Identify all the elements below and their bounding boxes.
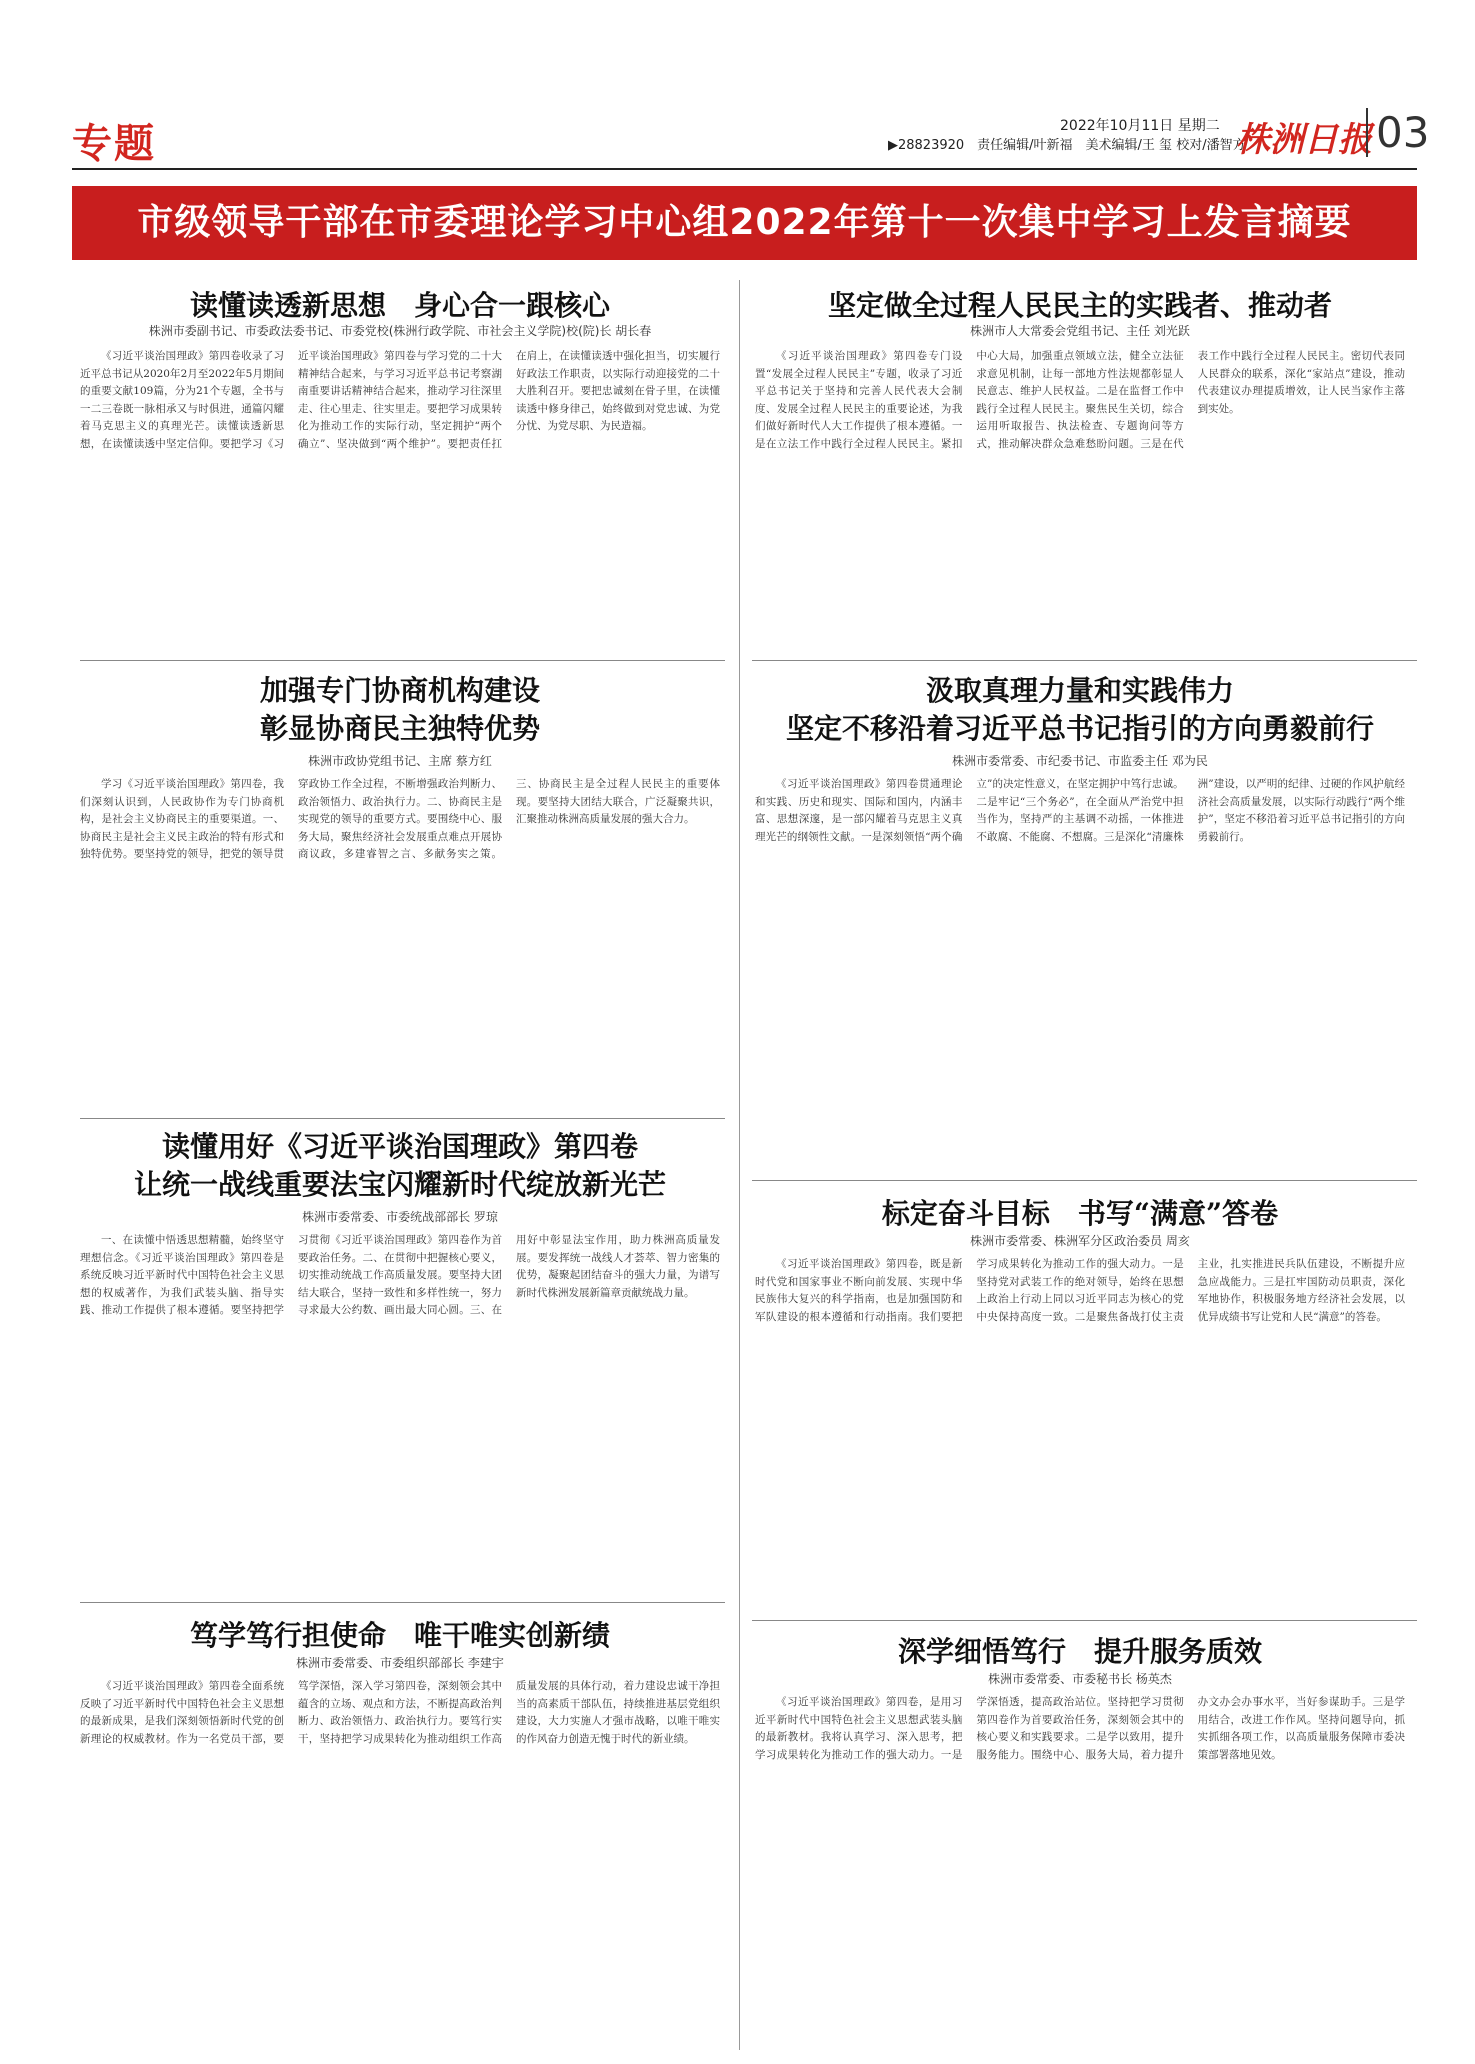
article-text: 《习近平谈治国理政》第四卷专门设置“发展全过程人民民主”专题，收录了习近平总书记关于坚持和完善人民代表大会制度、发展全过程人民民主的重要论述，为我们做好新时代人大工作提供了根本遵循。一是在立法工作中践行全过程人民民主。紧扣中心大局，加强重点领域立法，健全立法征求意见机制，让每一部地方性法规都彰显人民意志、维护人民权益。二是在监督工作中践行全过程人民民主。聚焦民生关切，综合运用听取报告、执法检查、专题询问等方式，推动解决群众急难愁盼问题。三是在代表工作中践行全过程人民民主。密切代表同人民群众的联系，深化“家站点”建设，推动代表建议办理提质增效，让人民当家作主落到实处。 [755, 350, 1405, 450]
article-body [755, 776, 1405, 1176]
article-byline: 株洲市人大常委会党组书记、主任 刘光跃 [970, 324, 1190, 338]
article-byline: 株洲市委常委、市委秘书长 杨英杰 [988, 1672, 1172, 1686]
article-divider [80, 1602, 725, 1603]
article-divider [80, 660, 725, 661]
article-byline: 株洲市委常委、市委组织部部长 李建宇 [296, 1656, 504, 1670]
article-byline: 株洲市委常委、市委统战部部长 罗琼 [302, 1210, 498, 1224]
article-body [755, 1256, 1405, 1611]
column-divider [739, 280, 740, 2050]
article-body [755, 1694, 1405, 2049]
article-body [80, 348, 720, 648]
article-byline: 株洲市委副书记、市委政法委书记、市委党校(株洲行政学院、市社会主义学院)校(院)长 胡长春 [148, 324, 652, 338]
article-text: 《习近平谈治国理政》第四卷全面系统反映了习近平新时代中国特色社会主义思想的最新成果，是我们深刻领悟新时代党的创新理论的权威教材。作为一名党员干部，要笃学深悟，深入学习第四卷，深刻领会其中蕴含的立场、观点和方法，不断提高政治判断力、政治领悟力、政治执行力。要笃行实干，坚持把学习成果转化为推动组织工作高质量发展的具体行动，着力建设忠诚干净担当的高素质干部队伍，持续推进基层党组织建设，大力实施人才强市战略，以唯干唯实的作风奋力创造无愧于时代的新业绩。 [80, 1680, 720, 1745]
article-text: 一、在读懂中悟透思想精髓，始终坚守理想信念。《习近平谈治国理政》第四卷是系统反映习近平新时代中国特色社会主义思想的权威著作，为我们武装头脑、指导实践、推动工作提供了根本遵循。要坚持把学习贯彻《习近平谈治国理政》第四卷作为首要政治任务。二、在贯彻中把握核心要义，切实推动统战工作高质量发展。要坚持大团结大联合，坚持一致性和多样性统一，努力寻求最大公约数、画出最大同心圆。三、在用好中彰显法宝作用，助力株洲高质量发展。要发挥统一战线人才荟萃、智力密集的优势，凝聚起团结奋斗的强大力量，为谱写新时代株洲发展新篇章贡献统战力量。 [80, 1234, 720, 1317]
article-body [80, 776, 720, 1106]
banner-headline: 市级领导干部在市委理论学习中心组2022年第十一次集中学习上发言摘要 [72, 186, 1417, 260]
article-text: 《习近平谈治国理政》第四卷收录了习近平总书记从2020年2月至2022年5月期间的重要文献109篇，分为21个专题，全书与一二三卷既一脉相承又与时俱进，通篇闪耀着马克思主义的真理光芒。读懂读透新思想，在读懂读透中坚定信仰。要把学习《习近平谈治国理政》第四卷与学习党的二十大精神结合起来，与学习习近平总书记考察湖南重要讲话精神结合起来，推动学习往深里走、往心里走、往实里走。要把学习成果转化为推动工作的实际行动，坚定拥护“两个确立”、坚决做到“两个维护”。要把责任扛在肩上，在读懂读透中强化担当，切实履行好政法工作职责，以实际行动迎接党的二十大胜利召开。要把忠诚刻在骨子里，在读懂读透中修身律己，始终做到对党忠诚、为党分忧、为党尽职、为民造福。 [80, 350, 720, 450]
page-number: 03 [1366, 108, 1429, 157]
article-divider [80, 1118, 725, 1119]
header-rule [72, 168, 1417, 170]
article-divider [752, 660, 1417, 661]
article-text: 《习近平谈治国理政》第四卷贯通理论和实践、历史和现实、国际和国内，内涵丰富、思想深邃，是一部闪耀着马克思主义真理光芒的纲领性文献。一是深刻领悟“两个确立”的决定性意义，在坚定拥护中笃行忠诚。二是牢记“三个务必”，在全面从严治党中担当作为，坚持严的主基调不动摇，一体推进不敢腐、不能腐、不想腐。三是深化“清廉株洲”建设，以严明的纪律、过硬的作风护航经济社会高质量发展，以实际行动践行“两个维护”，坚定不移沿着习近平总书记指引的方向勇毅前行。 [755, 778, 1405, 843]
article-title: 深学细悟笃行 提升服务质效 [897, 1635, 1262, 1668]
article-title: 读懂用好《习近平谈治国理政》第四卷 让统一战线重要法宝闪耀新时代绽放新光芒 [133, 1130, 666, 1201]
editor-line: ▶28823920 责任编辑/叶新福 美术编辑/王 玺 校对/潘智方 [888, 138, 1246, 153]
section-label: 专题 [72, 121, 156, 167]
article-divider [752, 1180, 1417, 1181]
article-title: 加强专门协商机构建设 彰显协商民主独特优势 [259, 674, 540, 745]
newspaper-logo: 株洲日报 [1236, 120, 1372, 160]
article-title: 标定奋斗目标 书写“满意”答卷 [881, 1197, 1279, 1230]
article-byline: 株洲市委常委、株洲军分区政治委员 周亥 [970, 1234, 1190, 1248]
article-title: 笃学笃行担使命 唯干唯实创新绩 [189, 1619, 610, 1652]
article-byline: 株洲市委常委、市纪委书记、市监委主任 邓为民 [952, 754, 1208, 768]
article-text: 《习近平谈治国理政》第四卷，是用习近平新时代中国特色社会主义思想武装头脑的最新教材。我将认真学习、深入思考，把学习成果转化为推动工作的强大动力。一是学深悟透，提高政治站位。坚持把学习贯彻第四卷作为首要政治任务，深刻领会其中的核心要义和实践要求。二是学以致用，提升服务能力。围绕中心、服务大局，着力提升办文办会办事水平，当好参谋助手。三是学用结合，改进工作作风。坚持问题导向，抓实抓细各项工作，以高质量服务保障市委决策部署落地见效。 [755, 1696, 1405, 1761]
article-title: 坚定做全过程人民民主的实践者、推动者 [827, 289, 1332, 322]
article-title: 读懂读透新思想 身心合一跟核心 [189, 289, 610, 322]
article-divider [752, 1620, 1417, 1621]
issue-date: 2022年10月11日 星期二 [1060, 118, 1220, 134]
article-title: 汲取真理力量和实践伟力 坚定不移沿着习近平总书记指引的方向勇毅前行 [785, 674, 1374, 745]
article-text: 《习近平谈治国理政》第四卷，既是新时代党和国家事业不断向前发展、实现中华民族伟大复兴的科学指南，也是加强国防和军队建设的根本遵循和行动指南。我们要把学习成果转化为推动工作的强大动力。一是坚持党对武装工作的绝对领导，始终在思想上政治上行动上同以习近平同志为核心的党中央保持高度一致。二是聚焦备战打仗主责主业，扎实推进民兵队伍建设，不断提升应急应战能力。三是扛牢国防动员职责，深化军地协作，积极服务地方经济社会发展，以优异成绩书写让党和人民“满意”的答卷。 [755, 1258, 1405, 1323]
article-body [80, 1678, 720, 2048]
article-body [80, 1232, 720, 1592]
article-body [755, 348, 1405, 648]
article-byline: 株洲市政协党组书记、主席 蔡方红 [308, 754, 492, 768]
article-text: 学习《习近平谈治国理政》第四卷，我们深刻认识到，人民政协作为专门协商机构，是社会主义协商民主的重要渠道。一、协商民主是社会主义民主政治的特有形式和独特优势。要坚持党的领导，把党的领导贯穿政协工作全过程，不断增强政治判断力、政治领悟力、政治执行力。二、协商民主是实现党的领导的重要方式。要围绕中心、服务大局，聚焦经济社会发展重点难点开展协商议政，多建睿智之言、多献务实之策。三、协商民主是全过程人民民主的重要体现。要坚持大团结大联合，广泛凝聚共识，汇聚推动株洲高质量发展的强大合力。 [80, 778, 720, 861]
